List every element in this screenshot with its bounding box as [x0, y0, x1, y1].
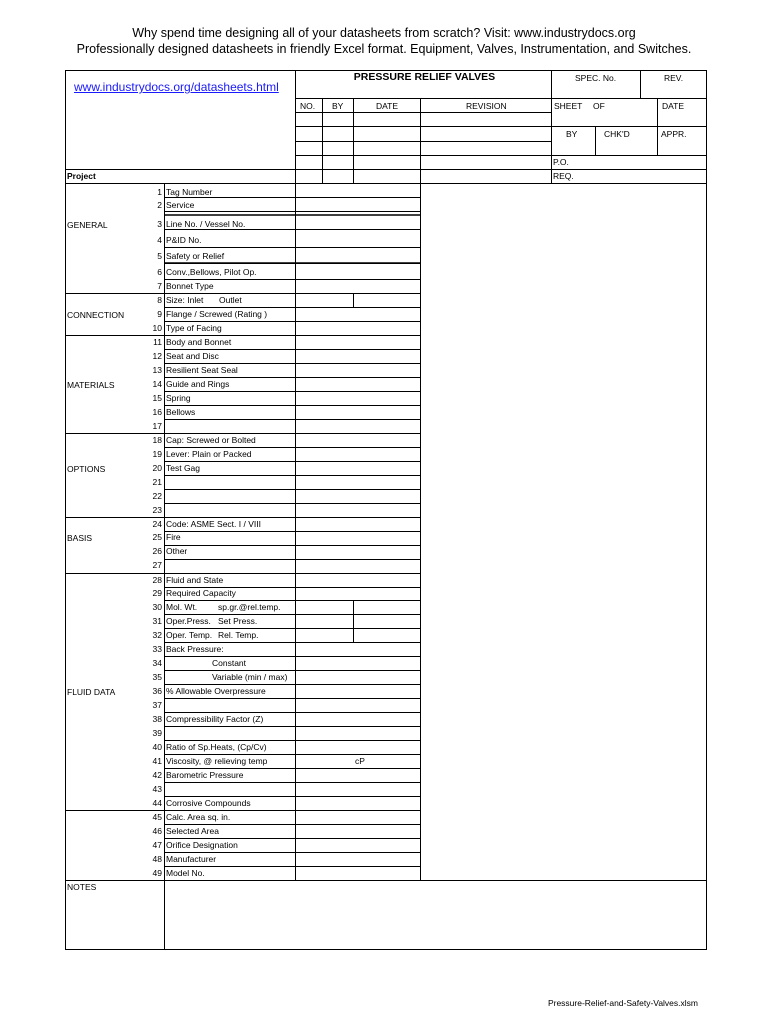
row-number: 41 — [152, 756, 162, 766]
row-label: Compressibility Factor (Z) — [166, 714, 264, 724]
rev-date-header: DATE — [376, 101, 399, 111]
row-number: 39 — [152, 728, 162, 738]
row-label: Fire — [166, 532, 181, 542]
row-label: Type of Facing — [166, 323, 222, 333]
row-label: Seat and Disc — [166, 351, 219, 361]
row-number: 25 — [152, 532, 162, 542]
row-number: 10 — [152, 323, 162, 333]
datasheets-link[interactable]: www.industrydocs.org/datasheets.html — [74, 80, 279, 94]
row-number: 8 — [157, 295, 162, 305]
project-label: Project — [67, 171, 96, 181]
row-number: 7 — [157, 281, 162, 291]
row-number: 35 — [152, 672, 162, 682]
row-number: 49 — [152, 868, 162, 878]
row-label: Guide and Rings — [166, 379, 230, 389]
row-label: Selected Area — [166, 826, 219, 836]
row-number: 45 — [152, 812, 162, 822]
row-number: 23 — [152, 505, 162, 515]
appr-label: APPR. — [661, 129, 687, 139]
row-label: Model No. — [166, 868, 205, 878]
row-label: Constant — [212, 658, 247, 668]
row-label: Required Capacity — [166, 588, 236, 598]
row-label: Code: ASME Sect. I / VIII — [166, 519, 261, 529]
date-label: DATE — [662, 101, 685, 111]
section-basis: BASIS — [67, 533, 93, 543]
row-label: Safety or Relief — [166, 251, 225, 261]
po-label: P.O. — [553, 157, 569, 167]
section-fluid-data: FLUID DATA — [67, 687, 116, 697]
row-number: 44 — [152, 798, 162, 808]
row-number: 13 — [152, 365, 162, 375]
row-label: Oper.Press. — [166, 616, 211, 626]
rev-by-header: BY — [332, 101, 344, 111]
section-notes: NOTES — [67, 882, 97, 892]
row-number: 18 — [152, 435, 162, 445]
row-number: 36 — [152, 686, 162, 696]
row-number: 47 — [152, 840, 162, 850]
row-number: 28 — [152, 575, 162, 585]
row-label: Bellows — [166, 407, 196, 417]
row-label: Ratio of Sp.Heats, (Cp/Cv) — [166, 742, 267, 752]
row-number: 1 — [157, 187, 162, 197]
rev-no-header: NO. — [300, 101, 316, 111]
rev-label: REV. — [664, 73, 684, 83]
row-number: 21 — [152, 477, 162, 487]
by-label: BY — [566, 129, 578, 139]
row-label-secondary: Set Press. — [218, 616, 258, 626]
revision-header: REVISION — [466, 101, 507, 111]
row-label-secondary: Rel. Temp. — [218, 630, 259, 640]
row-label: P&ID No. — [166, 235, 202, 245]
section-materials: MATERIALS — [67, 380, 115, 390]
of-label: OF — [593, 101, 605, 111]
row-label: Fluid and State — [166, 575, 224, 585]
row-label: Size: Inlet — [166, 295, 204, 305]
row-number: 15 — [152, 393, 162, 403]
row-label: Tag Number — [166, 187, 213, 197]
row-label-secondary: Outlet — [219, 295, 242, 305]
row-label: Service — [166, 200, 195, 210]
row-label-secondary: cP — [355, 756, 365, 766]
row-label: Orifice Designation — [166, 840, 238, 850]
row-label: Test Gag — [166, 463, 201, 473]
row-number: 34 — [152, 658, 162, 668]
row-number: 40 — [152, 742, 162, 752]
row-number: 16 — [152, 407, 162, 417]
row-label: Back Pressure: — [166, 644, 224, 654]
row-label: Lever: Plain or Packed — [166, 449, 252, 459]
row-number: 11 — [153, 337, 162, 347]
section-options: OPTIONS — [67, 464, 106, 474]
row-number: 42 — [152, 770, 162, 780]
section-connection: CONNECTION — [67, 310, 125, 320]
row-number: 48 — [152, 854, 162, 864]
row-number: 33 — [152, 644, 162, 654]
banner-line-1: Why spend time designing all of your datasheets from scratch? Visit: www.industrydocs.org — [132, 26, 636, 40]
row-label: Conv.,Bellows, Pilot Op. — [166, 267, 257, 277]
row-label: Cap: Screwed or Bolted — [166, 435, 256, 445]
row-number: 24 — [152, 519, 162, 529]
sheet-label: SHEET — [554, 101, 583, 111]
row-number: 27 — [152, 560, 162, 570]
row-number: 22 — [152, 491, 162, 501]
spec-no-label: SPEC. No. — [575, 73, 617, 83]
row-number: 29 — [152, 588, 162, 598]
row-label: % Allowable Overpressure — [166, 686, 266, 696]
row-label: Bonnet Type — [166, 281, 214, 291]
row-number: 19 — [152, 449, 162, 459]
row-label: Other — [166, 546, 188, 556]
row-label-secondary: sp.gr.@rel.temp. — [218, 602, 281, 612]
row-number: 14 — [152, 379, 162, 389]
row-number: 30 — [152, 602, 162, 612]
section-general: GENERAL — [67, 220, 108, 230]
row-number: 38 — [152, 714, 162, 724]
footer-filename: Pressure-Relief-and-Safety-Valves.xlsm — [547, 998, 698, 1008]
row-label: Viscosity, @ relieving temp — [166, 756, 268, 766]
row-label: Resilient Seat Seal — [166, 365, 238, 375]
row-label: Calc. Area sq. in. — [166, 812, 231, 822]
row-number: 26 — [152, 546, 162, 556]
row-number: 6 — [157, 267, 162, 277]
row-number: 32 — [152, 630, 162, 640]
row-label: Spring — [166, 393, 191, 403]
row-number: 4 — [157, 235, 162, 245]
row-label: Line No. / Vessel No. — [166, 219, 246, 229]
row-number: 20 — [152, 463, 162, 473]
row-number: 17 — [152, 421, 162, 431]
row-number: 3 — [157, 219, 162, 229]
row-number: 43 — [152, 784, 162, 794]
row-label: Variable (min / max) — [212, 672, 288, 682]
row-number: 37 — [152, 700, 162, 710]
chkd-label: CHK'D — [604, 129, 630, 139]
row-label: Body and Bonnet — [166, 337, 232, 347]
banner-line-2: Professionally designed datasheets in friendly Excel format. Equipment, Valves, Instrumentation, and Switches. — [76, 42, 692, 56]
req-label: REQ. — [553, 171, 574, 181]
row-label: Corrosive Compounds — [166, 798, 251, 808]
row-number: 31 — [152, 616, 162, 626]
row-number: 46 — [152, 826, 162, 836]
row-number: 9 — [157, 309, 162, 319]
row-number: 12 — [152, 351, 162, 361]
sheet-title: PRESSURE RELIEF VALVES — [353, 71, 496, 83]
row-label: Oper. Temp. — [166, 630, 213, 640]
row-label: Flange / Screwed (Rating ) — [166, 309, 268, 319]
row-label: Barometric Pressure — [166, 770, 244, 780]
row-label: Manufacturer — [166, 854, 217, 864]
row-number: 5 — [157, 251, 162, 261]
row-label: Mol. Wt. — [166, 602, 198, 612]
row-number: 2 — [157, 200, 162, 210]
